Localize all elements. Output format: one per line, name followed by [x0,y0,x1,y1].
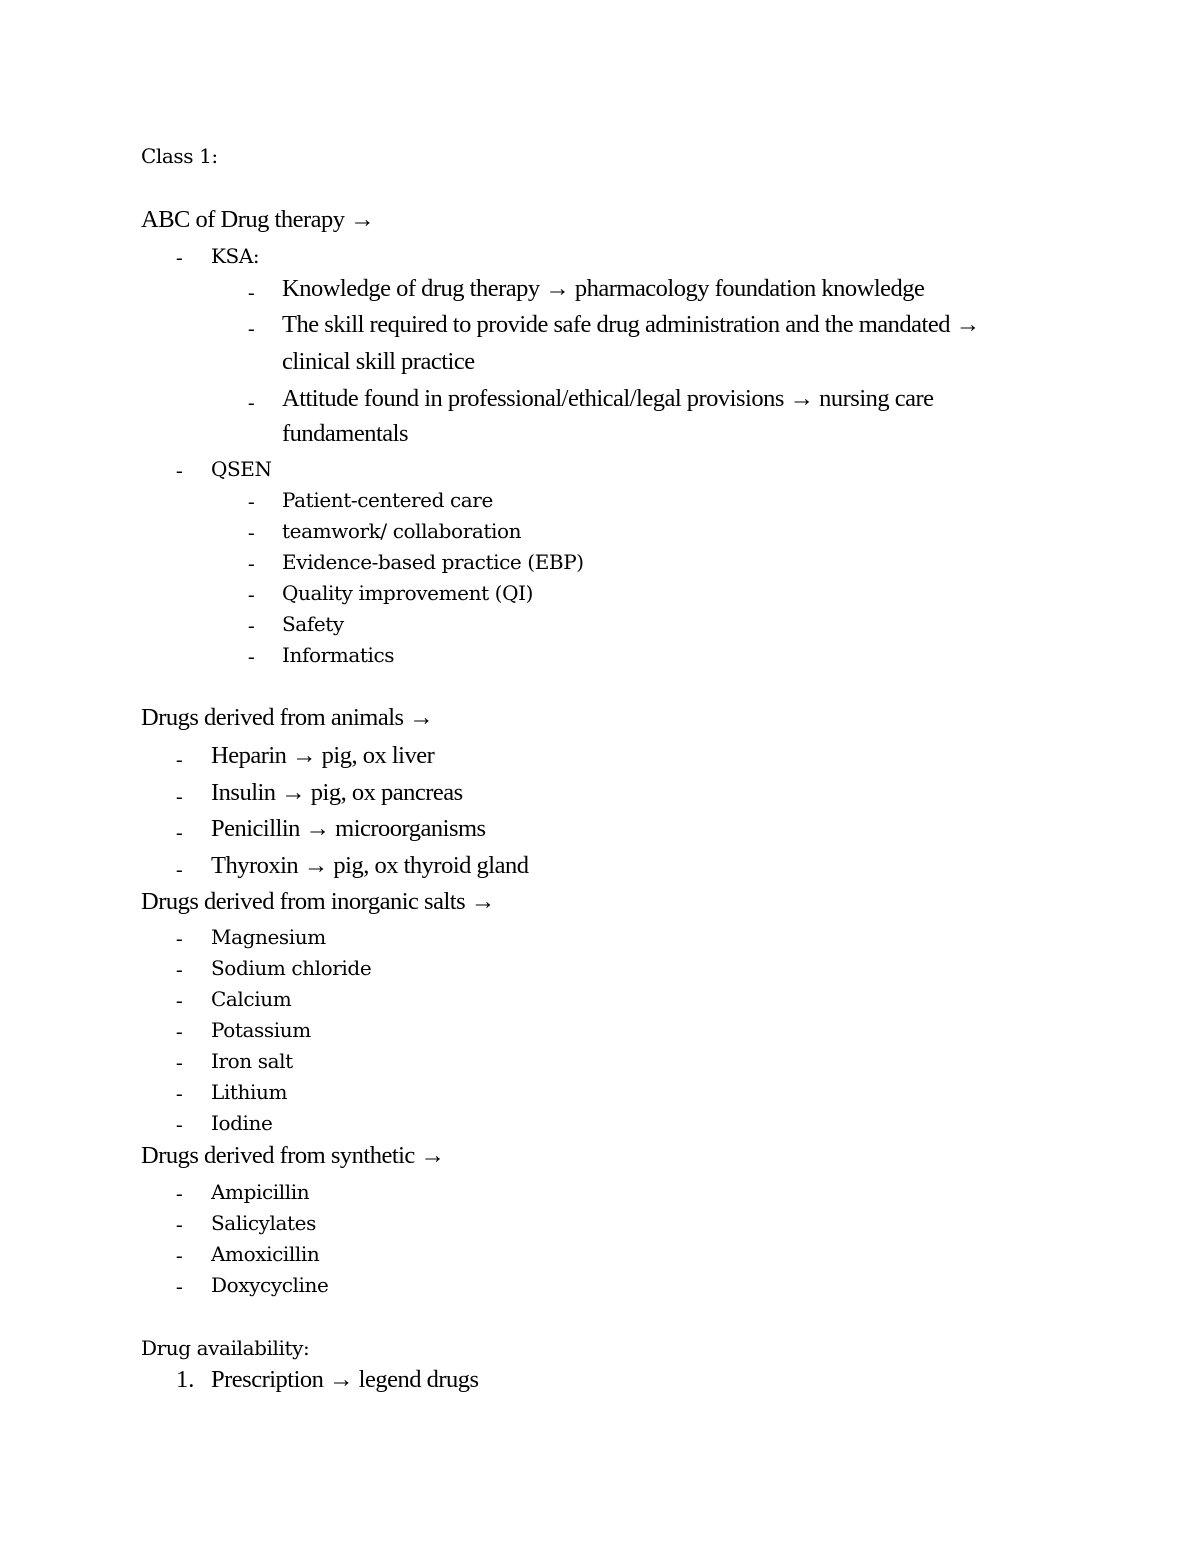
bullet-dash: - [248,282,255,304]
ksa-item-continuation: clinical skill practice [282,348,475,375]
bullet-dash: - [176,786,183,808]
abc-heading: ABC of Drug therapy → [141,206,375,233]
list-number: 1. [176,1366,195,1393]
bullet-dash: - [176,1083,183,1105]
bullet-dash: - [176,928,183,950]
ksa-item: The skill required to provide safe drug administration and the mandated → [282,311,980,338]
bullet-dash: - [176,859,183,881]
animals-heading: Drugs derived from animals → [141,704,434,731]
bullet-dash: - [176,460,183,482]
bullet-dash: - [248,646,255,668]
synthetic-item: Doxycycline [211,1273,329,1297]
bullet-dash: - [176,1052,183,1074]
bullet-dash: - [248,615,255,637]
class-heading: Class 1: [141,144,218,168]
inorganic-item: Magnesium [211,925,326,949]
availability-heading: Drug availability: [141,1336,310,1360]
bullet-dash: - [176,822,183,844]
bullet-dash: - [176,247,183,269]
bullet-dash: - [248,491,255,513]
qsen-item: teamwork/ collaboration [282,519,522,543]
animals-item: Penicillin → microorganisms [211,815,486,842]
inorganic-item: Iodine [211,1111,273,1135]
qsen-item: Patient-centered care [282,488,493,512]
qsen-item: Quality improvement (QI) [282,581,533,605]
bullet-dash: - [176,959,183,981]
bullet-dash: - [248,522,255,544]
bullet-dash: - [176,1114,183,1136]
ksa-item-continuation: fundamentals [282,420,408,447]
synthetic-item: Amoxicillin [211,1242,320,1266]
inorganic-item: Potassium [211,1018,311,1042]
bullet-dash: - [248,392,255,414]
inorganic-item: Iron salt [211,1049,293,1073]
bullet-dash: - [176,1021,183,1043]
inorganic-heading: Drugs derived from inorganic salts → [141,888,495,915]
animals-item: Insulin → pig, ox pancreas [211,779,463,806]
qsen-item: Informatics [282,643,395,667]
qsen-label: QSEN [211,457,272,481]
availability-item: Prescription → legend drugs [211,1366,479,1393]
bullet-dash: - [176,749,183,771]
synthetic-item: Ampicillin [211,1180,310,1204]
inorganic-item: Calcium [211,987,292,1011]
bullet-dash: - [248,584,255,606]
qsen-item: Safety [282,612,344,636]
qsen-item: Evidence-based practice (EBP) [282,550,584,574]
bullet-dash: - [248,318,255,340]
inorganic-item: Lithium [211,1080,288,1104]
bullet-dash: - [176,990,183,1012]
animals-item: Thyroxin → pig, ox thyroid gland [211,852,529,879]
bullet-dash: - [176,1276,183,1298]
bullet-dash: - [176,1183,183,1205]
synthetic-item: Salicylates [211,1211,316,1235]
bullet-dash: - [176,1214,183,1236]
bullet-dash: - [176,1245,183,1267]
ksa-label: KSA: [211,244,260,268]
bullet-dash: - [248,553,255,575]
ksa-item: Attitude found in professional/ethical/legal provisions → nursing care [282,385,934,412]
inorganic-item: Sodium chloride [211,956,372,980]
ksa-item: Knowledge of drug therapy → pharmacology foundation knowledge [282,275,925,302]
synthetic-heading: Drugs derived from synthetic → [141,1142,445,1169]
animals-item: Heparin → pig, ox liver [211,742,435,769]
